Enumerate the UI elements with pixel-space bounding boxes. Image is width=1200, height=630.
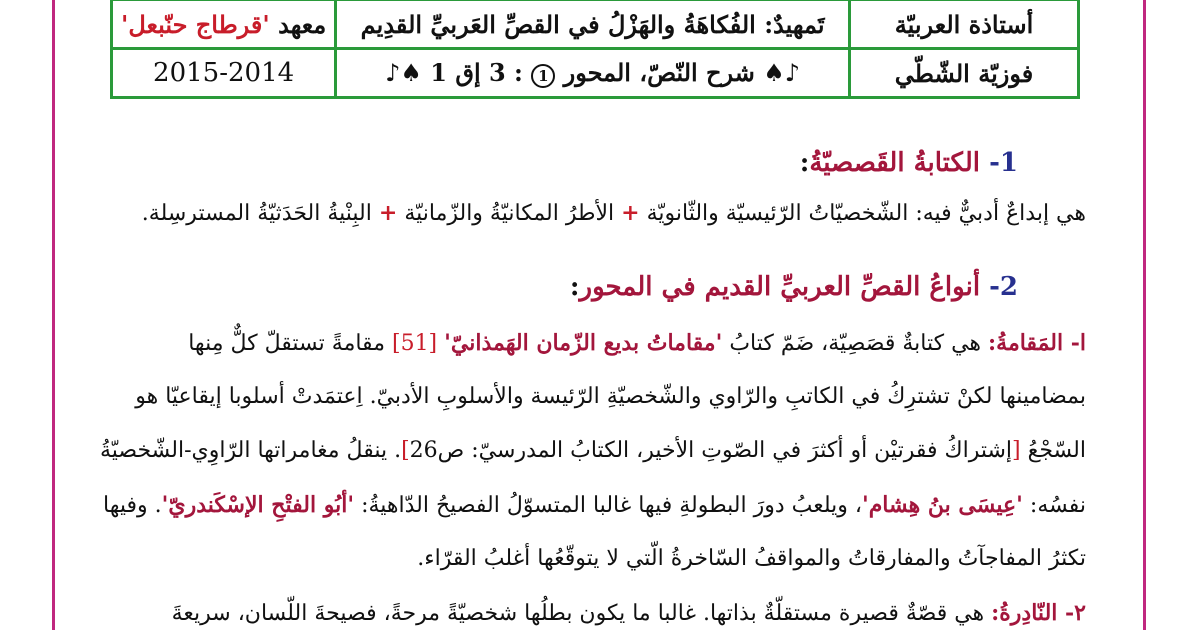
intro-title: الفُكاهَةُ والهَزْلُ في القصِّ العَربيِّ القدِيم xyxy=(360,9,756,39)
header-row-2 xyxy=(112,49,1079,98)
narrator-name: 'عِيسَى بنُ هِشام' xyxy=(861,492,1023,518)
section-2-number: 2- xyxy=(989,272,1018,302)
intro-cell xyxy=(336,0,850,49)
maqama-label: ا- المَقامةُ: xyxy=(988,330,1086,356)
maqama-line-2 xyxy=(135,384,1086,409)
maqama-l3-c: . ينقلُ مغامراتها الرّاوِي-الشّخصيّةُ xyxy=(99,438,402,463)
lesson-cell xyxy=(336,49,850,98)
def-part-c: البِنْيةُ الحَدَثيّةُ المسترسِلة. xyxy=(141,201,372,226)
institute-name: 'قرطاج حنّبعل' xyxy=(121,9,270,39)
maqama-l4-c: . وفيها xyxy=(103,493,162,518)
nadira-line-1 xyxy=(172,600,1086,626)
page-border-right xyxy=(1143,0,1146,630)
bracket-close: ] xyxy=(401,438,410,463)
def-part-a: هي إبداعٌ أدبيٌّ فيه: الشّخصيّاتُ الرّئيسيّة والثّانويّة xyxy=(646,201,1086,226)
maqama-l2-text: بمضامينها لكنْ تشترِكُ في الكاتبِ والرّاوي والشّخصيّةِ الرّئيسة والأسلوبِ الأدبيّ. اِعتمَدتْ أسلوبا إيقاعيّا هو xyxy=(135,384,1086,409)
maqama-line-3 xyxy=(100,438,1086,463)
lesson-prefix: ♪♠ شرح النّصّ، المحور xyxy=(563,58,801,87)
institute-cell xyxy=(112,0,336,49)
def-part-b: الأطرُ المكانيّةُ والزّمانيّة xyxy=(404,201,615,226)
intro-prefix: تَمهيدٌ: xyxy=(764,9,825,39)
school-year: 2015-2014 xyxy=(153,58,295,88)
page-border-left xyxy=(52,0,55,630)
maqama-book-title: 'مقاماتُ بديع الزّمان الهَمذانيّ' xyxy=(444,330,723,356)
maqama-l1-b: مقامةً تستقلّ كلٌّ مِنها xyxy=(188,331,385,356)
nadira-label: ٢- النّادِرةُ: xyxy=(991,600,1086,626)
section-1-title: الكتابةُ القَصصيّةُ xyxy=(809,148,981,178)
maqama-line-1 xyxy=(188,330,1086,356)
lesson-suffix: : 3 إق 1 ♠♪ xyxy=(385,58,523,87)
plus-sign-2: + xyxy=(378,200,398,226)
section-2-title: أنواعُ القصِّ العربيِّ القديم في المحور xyxy=(579,272,981,302)
nadira-text: هي قصّةٌ قصيرة مستقلّةٌ بذاتها. غالبا ما يكون بطلُها شخصيّةً مرحةً، فصيحةَ اللّسان، سريعةَ xyxy=(171,601,985,626)
maqama-l4-a: نفسُه: xyxy=(1029,493,1086,518)
section-1-number: 1- xyxy=(989,148,1018,178)
section-1-definition xyxy=(142,200,1086,226)
axis-number-badge: 1 xyxy=(531,64,555,88)
institute-prefix: معهد xyxy=(278,9,327,39)
header-row-1 xyxy=(112,0,1079,49)
plus-sign-1: + xyxy=(621,200,640,226)
hero-name: 'أبُو الفتْحِ الإسْكَندريّ' xyxy=(161,492,355,518)
maqama-count: [51] xyxy=(391,331,438,356)
maqama-l1-a: هي كتابةٌ قصَصِيّة، ضَمّ كتابُ xyxy=(729,331,982,356)
maqama-line-5 xyxy=(417,546,1086,571)
teacher-name: فوزيّة الشّطّي xyxy=(894,58,1034,88)
teacher-role-cell xyxy=(850,0,1079,49)
section-2-heading xyxy=(570,272,1018,302)
saj-definition: إشتراكُ فقرتيْن أو أكثرَ في الصّوتِ الأخير، الكتابُ المدرسيّ: ص26 xyxy=(409,438,1013,463)
bracket-open: [ xyxy=(1012,438,1021,463)
teacher-name-cell xyxy=(850,49,1079,98)
teacher-role: أستاذة العربيّة xyxy=(894,9,1034,39)
section-2-colon: : xyxy=(569,272,580,302)
maqama-l4-b: ، ويلعبُ دورَ البطولةِ فيها غالبا المتسوّلُ الفصيحُ الدّاهيةُ: xyxy=(361,493,862,518)
maqama-l5-text: تكثرُ المفاجآتُ والمفارقاتُ والمواقفُ السّاخرةُ الّتي لا يتوقّعُها أغلبُ القرّاء. xyxy=(417,546,1086,571)
section-1-colon: : xyxy=(799,148,810,178)
saj-term: السّجْعُ xyxy=(1027,438,1086,463)
section-1-heading xyxy=(800,148,1018,178)
school-year-cell xyxy=(112,49,336,98)
document-page xyxy=(58,0,1138,630)
header-table xyxy=(110,0,1080,99)
maqama-line-4 xyxy=(103,492,1086,518)
